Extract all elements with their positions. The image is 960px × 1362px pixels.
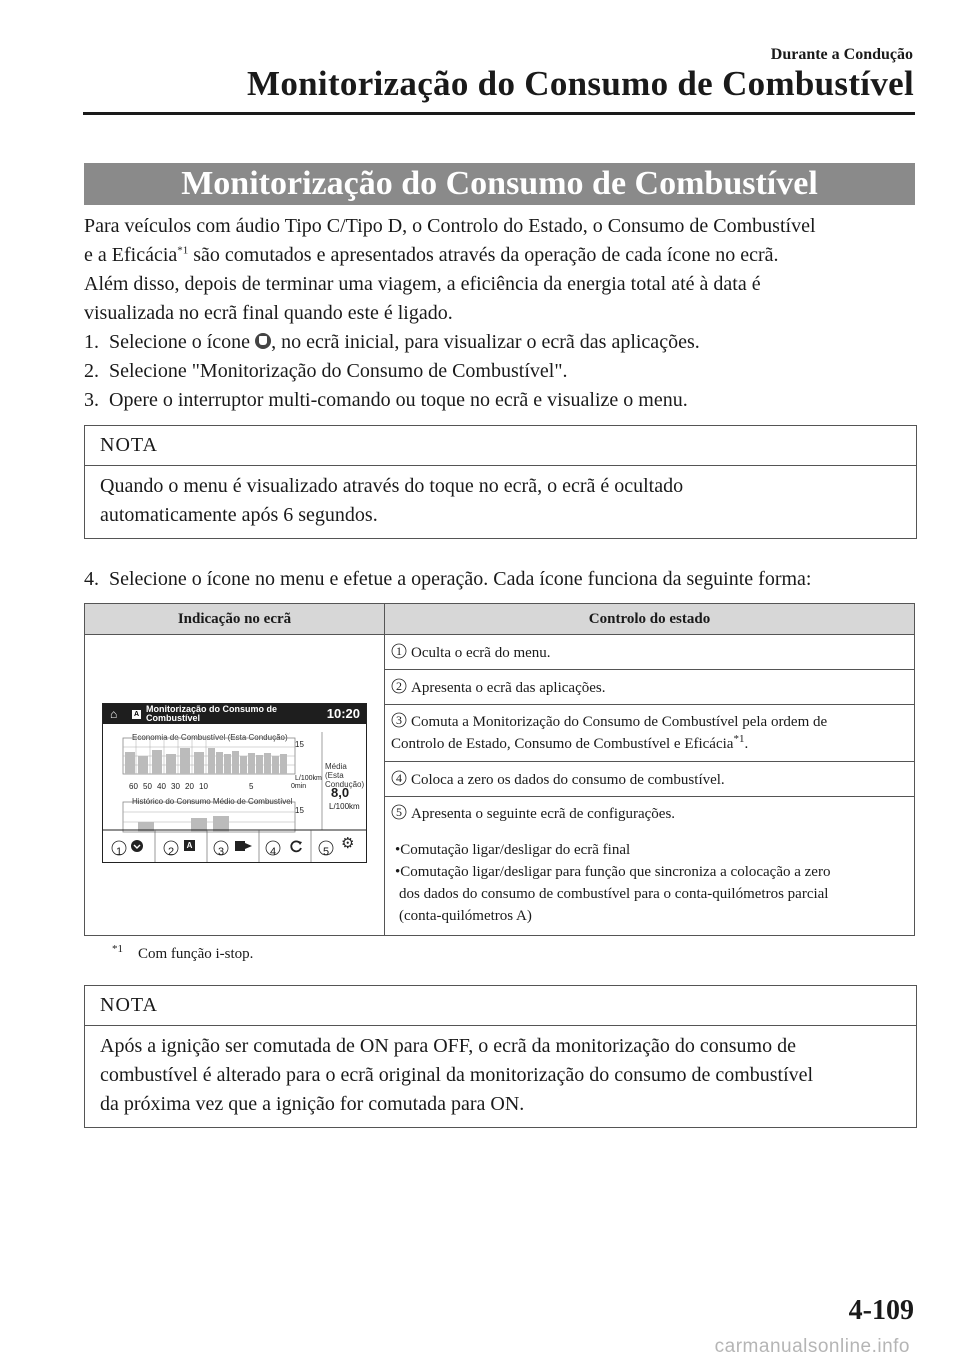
bullet-continuation: dos dados do consumo de combustível para o conta-quilómetros parcial (399, 886, 829, 902)
menu-button-switch[interactable] (207, 831, 259, 862)
average-value: 8,0 (331, 785, 350, 800)
callout-1: 1 (391, 643, 407, 659)
row-3: 3 Comuta a Monitorização do Consumo de Combustível pela ordem de Controlo de Estado, Consumo de Combustível e Eficácia$^{*1}$. (385, 705, 915, 762)
screen-title-2: Combustível (146, 713, 201, 723)
callout-4: 4 (265, 840, 281, 856)
switch-screen-icon (235, 839, 253, 853)
chart1-unit: L/100km (295, 775, 322, 782)
page-number: 4-109 (848, 1295, 914, 1326)
callout-2: 2 (163, 840, 179, 856)
header-rule (83, 112, 915, 115)
step-3: 3. Opere o interruptor multi-comando ou toque no ecrã e visualize o menu. (84, 389, 688, 411)
chart1-ymax: 15 (295, 740, 304, 749)
menu-button-apps[interactable] (155, 831, 207, 862)
callout-1: 1 (111, 840, 127, 856)
chart1-bar (208, 748, 215, 774)
step-4: 4. Selecione o ícone no menu e efetue a operação. Cada ícone funciona da seguinte forma: (84, 568, 812, 590)
note-heading: NOTA (85, 426, 916, 466)
chart1-bar (248, 753, 255, 774)
step-1: 1. Selecione o ícone , no ecrã inicial, para visualizar o ecrã das aplicações. (84, 331, 700, 353)
row-1: 1 Oculta o ecrã do menu. (385, 635, 915, 670)
screen-clock: 10:20 (326, 706, 360, 721)
section-banner: Monitorização do Consumo de Combustível (84, 163, 915, 205)
note-line: automaticamente após 6 segundos. (100, 504, 378, 526)
chart1-bar (240, 756, 247, 774)
bullet-item: •Comutação ligar/desligar do ecrã final (395, 842, 631, 858)
chart1-bar (232, 751, 239, 774)
home-icon: ⌂ (110, 707, 118, 721)
chart2-ymax: 15 (295, 806, 304, 815)
chart1-bar (125, 752, 135, 774)
row-5: 5 Apresenta o seguinte ecrã de configurações. •Comutação ligar/desligar do ecrã final •Comutação ligar/desligar para função que sincroniza a colocação a zero dos dados do consumo de combustível para o conta-quilómetros parcial (conta-quilómetros A) (385, 797, 915, 936)
apps-icon: A (184, 840, 195, 851)
chart1-bar (152, 750, 162, 774)
gear-icon: ⚙ (341, 835, 355, 852)
step-2: 2. Selecione "Monitorização do Consumo de Combustível". (84, 360, 568, 382)
callout-2: 2 (391, 678, 407, 694)
row-4: 4 Coloca a zero os dados do consumo de combustível. (385, 762, 915, 797)
intro-line-1: Para veículos com áudio Tipo C/Tipo D, o Controlo do Estado, o Consumo de Combustível (84, 215, 816, 237)
screen-mockup: ⌂ A Monitorização do Consumo de Combustível 10:20 Economia de Combustível (Esta Condução) 15 L/100km 0min 60 50 40 30 20 10 5 Média (Esta Condução) 8,0 L/100km Histórico do Consumo Médio de Combustível 15 1 2 A 3 4 5 ⚙ (102, 703, 367, 863)
chart2-title: Histórico do Consumo Médio de Combustível (132, 797, 293, 806)
chart1-bar (256, 755, 263, 774)
row-2: 2 Apresenta o ecrã das aplicações. (385, 670, 915, 705)
average-unit: L/100km (329, 802, 360, 811)
watermark: carmanualsonline.info (714, 1336, 910, 1357)
screen-title-1: Monitorização do Consumo de (146, 704, 278, 714)
chart1-zero: 0min (291, 783, 307, 790)
chevron-down-icon (131, 840, 143, 852)
control-table (84, 603, 915, 936)
intro-line-4: visualizada no ecrã final quando este é ligado. (84, 302, 453, 324)
chart1-bar (138, 756, 148, 774)
app-badge-icon: A (133, 711, 140, 718)
callout-5: 5 (391, 804, 407, 820)
chart1-title: Economia de Combustível (Esta Condução) (132, 733, 288, 742)
callout-4: 4 (391, 770, 407, 786)
bullet-item: •Comutação ligar/desligar para função que sincroniza a colocação a zero (395, 864, 831, 880)
screen-illustration-cell (85, 635, 385, 936)
chart1-bar (264, 753, 271, 774)
chart1-bar (272, 756, 279, 774)
footnote: $^{*1}$ Com função i-stop. (112, 943, 254, 962)
callout-5: 5 (318, 840, 334, 856)
reset-icon (289, 839, 303, 853)
column-header: Controlo do estado (385, 604, 915, 635)
note-line: Quando o menu é visualizado através do toque no ecrã, o ecrã é ocultado (100, 475, 684, 497)
section-label: Durante a Condução (770, 46, 913, 63)
chart1-bar (166, 754, 176, 774)
chart1-bar (224, 754, 231, 774)
chapter-title: Monitorização do Consumo de Combustível (247, 64, 914, 103)
chart1-bar (180, 748, 190, 774)
intro-line-2: e a Eficácia$^{*1}$ são comutados e apresentados através da operação de cada ícone no ecrã. (84, 244, 779, 266)
note-line: da próxima vez que a ignição for comutada para ON. (100, 1093, 525, 1115)
menu-button-hide[interactable] (103, 831, 155, 862)
note-line: combustível é alterado para o ecrã original da monitorização do consumo de combustível (100, 1064, 814, 1086)
note-box-2 (84, 985, 917, 1128)
bullet-continuation: (conta-quilómetros A) (399, 908, 532, 924)
chart1-bar (216, 752, 223, 774)
intro-line-3: Além disso, depois de terminar uma viagem, a eficiência da energia total até à data é (84, 273, 761, 295)
note-line: Após a ignição ser comutada de ON para OFF, o ecrã da monitorização do consumo de (100, 1035, 796, 1057)
note-box-1 (84, 425, 917, 539)
note-heading: NOTA (85, 986, 916, 1026)
average-label: Média (Esta Condução) (325, 762, 365, 789)
chart1-bar (280, 754, 287, 774)
menu-button-reset[interactable] (259, 831, 311, 862)
chart1-bar (194, 752, 204, 774)
callout-3: 3 (213, 840, 229, 856)
menu-button-settings[interactable] (311, 831, 366, 862)
callout-3: 3 (391, 712, 407, 728)
app-icon (255, 333, 271, 349)
column-header: Indicação no ecrã (85, 604, 385, 635)
